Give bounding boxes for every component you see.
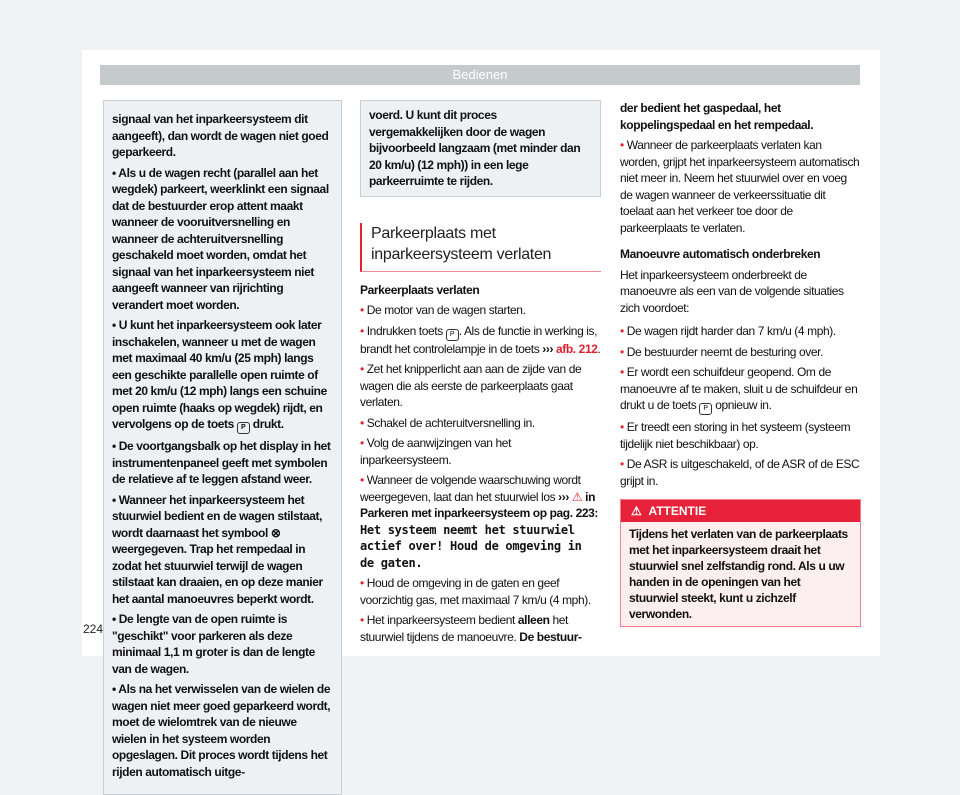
list-item: • Zet het knipperlicht aan aan de zijde van de wagen die als eerste de parkeerplaats gaat verlaten.	[360, 362, 582, 409]
list-item: • Er treedt een storing in het systeem (systeem tijdelijk niet beschikbaar) op.	[620, 420, 851, 451]
warning-icon: ⚠	[631, 504, 642, 518]
attention-box	[620, 499, 861, 627]
list-item: • Volg de aanwijzingen van het inparkeersysteem.	[360, 436, 511, 467]
list-item: • U kunt het inparkeersysteem ook later inschakelen, wanneer u met de wagen met maximaal 40 km/u (25 mph) langs een geschikte parallelle open ruimte of met 20 km/u (12 mph) langs een schuine open ruimte (haaks op wegdek) rijdt, en vervolgens op de toets P drukt.	[112, 317, 333, 434]
list-item: • Houd de omgeving in de gaten en geef voorzichtig gas, met maximaal 7 km/u (4 mph).	[360, 576, 591, 607]
steering-wheel-symbol-icon: ⊗	[270, 525, 281, 540]
list-item: • Als na het verwisselen van de wielen de wagen niet meer goed geparkeerd wordt, moet de wielomtrek van de nieuwe wielen in het systeem worden opgeslagen. Dit proces wordt tijdens het rijden automatisch uitge-	[112, 682, 331, 779]
list-item: • Wanneer het inparkeersysteem het stuurwiel bedient en de wagen stilstaat, wordt daarnaast het symbool ⊗ weergegeven. Trap het rempedaal in zodat het stuurwiel terwijl de wagen stilstaat kan draaien, en op deze manier het aantal manoeuvres beperkt wordt.	[112, 492, 323, 606]
list-item: • De ASR is uitgeschakeld, of de ASR of de ESC grijpt in.	[620, 457, 860, 488]
park-assist-key-icon: P	[237, 422, 250, 434]
middle-column	[360, 100, 601, 649]
subheading: Manoeuvre automatisch onderbreken	[620, 247, 821, 261]
list-item: • Indrukken toets P . Als de functie in werking is, brandt het controlelampje in de toets ››› afb. 212.	[360, 323, 601, 356]
list-item: • Er wordt een schuifdeur geopend. Om de manoeuvre af te maken, sluit u de schuifdeur en drukt u de toets P opnieuw in.	[620, 364, 861, 415]
info-box-continued: voerd. U kunt dit proces vergemakkelijken door de wagen bijvoorbeeld langzaam (met minder dan 20 km/u) (12 mph)) in een lege parkeerruimte te rijden.	[360, 100, 601, 197]
list-item: • De wagen rijdt harder dan 7 km/u (4 mph).	[620, 324, 836, 338]
attention-header: ⚠ ATTENTIE	[621, 500, 860, 522]
list-item: • De lengte van de open ruimte is "geschikt" voor parkeren als deze minimaal 1,1 m groter is dan de lengte van de wagen.	[112, 612, 315, 676]
list-item: • Wanneer de volgende waarschuwing wordt weergegeven, laat dan het stuurwiel los ››› ⚠ in Parkeren met inparkeersysteem op pag. 223: Het systeem neemt het stuurwiel actief over! Houd de omgeving in de gaten.	[360, 473, 598, 570]
right-column	[620, 100, 861, 627]
page-header: Bedienen	[100, 65, 860, 85]
list-item: • Het inparkeersysteem bedient alleen het stuurwiel tijdens de manoeuvre. De bestuur-	[360, 613, 582, 644]
section-heading: Parkeerplaats met inparkeersysteem verlaten	[360, 223, 601, 272]
list-item: • De motor van de wagen starten.	[360, 303, 526, 317]
list-item: • De voortgangsbalk op het display in het instrumentenpaneel geeft met symbolen de relatieve af te leggen afstand weer.	[112, 439, 331, 486]
warning-icon[interactable]: ⚠	[571, 489, 583, 504]
paragraph: Het inparkeersysteem onderbreekt de manoeuvre als een van de volgende situaties zich voordoet:	[620, 267, 844, 315]
info-box-left	[103, 100, 342, 795]
paragraph: signaal van het inparkeersysteem dit aangeeft), dan wordt de wagen niet goed geparkeerd.	[112, 112, 329, 159]
park-assist-key-icon: P	[446, 329, 459, 341]
attention-body: Tijdens het verlaten van de parkeerplaats met het inparkeersysteem draait het stuurwiel snel zelfstandig rond. Als u uw handen in de openingen van het stuurwiel steekt, kunt u zichzelf verwonden.	[629, 527, 848, 621]
page-number: 224	[83, 622, 104, 636]
list-item: • Wanneer de parkeerplaats verlaten kan worden, grijpt het inparkeersysteem automatisch niet meer in. Neem het stuurwiel over en voeg de wagen wanneer de verkeerssituatie dit toelaat aan het verkeer toe door de parkeerplaats te verlaten.	[620, 138, 860, 235]
figure-link[interactable]: afb. 212	[556, 341, 598, 356]
list-item: • Als u de wagen recht (parallel aan het wegdek) parkeert, weerklinkt een signaal dat de bestuurder erop attent maakt wanneer de vooruitversnelling en wanneer de achteruitversnelling geschakeld moet worden, omdat het signaal van het inparkeersysteem niet aangeeft wanneer van rijrichting verandert moet worden.	[112, 165, 329, 312]
paragraph: der bedient het gaspedaal, het koppelingspedaal en het rempedaal.	[620, 101, 814, 132]
subheading: Parkeerplaats verlaten	[360, 282, 480, 297]
list-item: • De bestuurder neemt de besturing over.	[620, 344, 824, 359]
park-assist-key-icon: P	[699, 403, 712, 415]
list-item: • Schakel de achteruitversnelling in.	[360, 415, 535, 430]
